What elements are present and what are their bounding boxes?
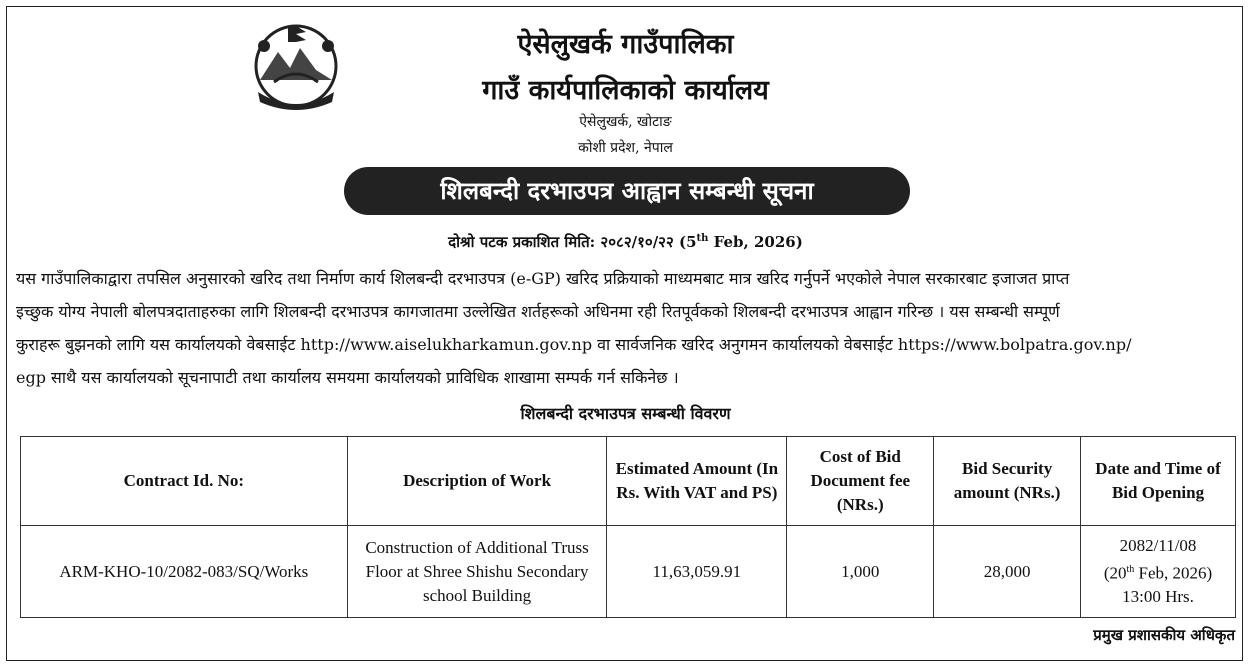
header-opening-date: Date and Time of Bid Opening xyxy=(1081,437,1236,526)
notice-body-line: यस गाउँपालिकाद्वारा तपसिल अनुसारको खरिद तथा निर्माण कार्य शिलबन्दी दरभाउपत्र (e-GP) खरिद प्रक्रियाको माध्यमबाट मात्र खरिद गर्नुपर्ने भएकोले नेपाल सरकारबाट इजाजत प्राप्त xyxy=(16,269,1070,288)
header-estimated-amount: Estimated Amount (In Rs. With VAT and PS) xyxy=(607,437,787,526)
header-doc-fee: Cost of Bid Document fee (NRs.) xyxy=(787,437,934,526)
cell-opening-date: 2082/11/08 (20th Feb, 2026) 13:00 Hrs. xyxy=(1081,526,1236,618)
office-name: गाउँ कार्यपालिकाको कार्यालय xyxy=(482,75,769,106)
table-header-row xyxy=(21,437,1236,526)
publish-date: दोश्रो पटक प्रकाशित मिति: २०८२/१०/२२ (5th Feb, 2026) xyxy=(448,233,803,251)
table-row xyxy=(21,526,1236,618)
header-description: Description of Work xyxy=(347,437,607,526)
header-contract-id: Contract Id. No: xyxy=(21,437,348,526)
cell-doc-fee: 1,000 xyxy=(787,526,934,618)
cell-description: Construction of Additional Truss Floor at Shree Shishu Secondary school Building xyxy=(347,526,607,618)
address-line-2: कोशी प्रदेश, नेपाल xyxy=(578,140,673,156)
notice-body xyxy=(16,262,1236,394)
notice-body-line: इच्छुक योग्य नेपाली बोलपत्रदाताहरुका लागि शिलबन्दी दरभाउपत्र कागजातमा उल्लेखित शर्तहरूको अधिनमा रही रितपूर्वकको शिलबन्दी दरभाउपत्र आह्वान गरिन्छ । यस सम्बन्धी सम्पूर्ण xyxy=(16,302,1060,321)
notice-body-line: कुराहरू बुझनको लागि यस कार्यालयको वेबसाईट http://www.aiselukharkamun.gov.np वा सार्वजनिक खरिद अनुगमन कार्यालयको वेबसाईट https://www.bolpatra.gov.np/ xyxy=(16,335,1132,354)
signatory: प्रमुख प्रशासकीय अधिकृत xyxy=(1093,626,1235,644)
org-name: ऐसेलुखर्क गाउँपालिका xyxy=(517,29,734,60)
cell-bid-security: 28,000 xyxy=(934,526,1081,618)
notice-title-banner: शिलबन्दी दरभाउपत्र आह्वान सम्बन्धी सूचना xyxy=(344,167,910,215)
notice-body-line: egp साथै यस कार्यालयको सूचनापाटी तथा कार्यालय समयमा कार्यालयको प्राविधिक शाखामा सम्पर्क गर्न सकिनेछ । xyxy=(16,368,679,387)
cell-estimated-amount: 11,63,059.91 xyxy=(607,526,787,618)
cell-contract-id: ARM-KHO-10/2082-083/SQ/Works xyxy=(21,526,348,618)
header-bid-security: Bid Security amount (NRs.) xyxy=(934,437,1081,526)
table-title: शिलबन्दी दरभाउपत्र सम्बन्धी विवरण xyxy=(520,404,731,423)
address-line-1: ऐसेलुखर्क, खोटाङ xyxy=(579,114,672,130)
bid-details-table xyxy=(20,436,1236,618)
